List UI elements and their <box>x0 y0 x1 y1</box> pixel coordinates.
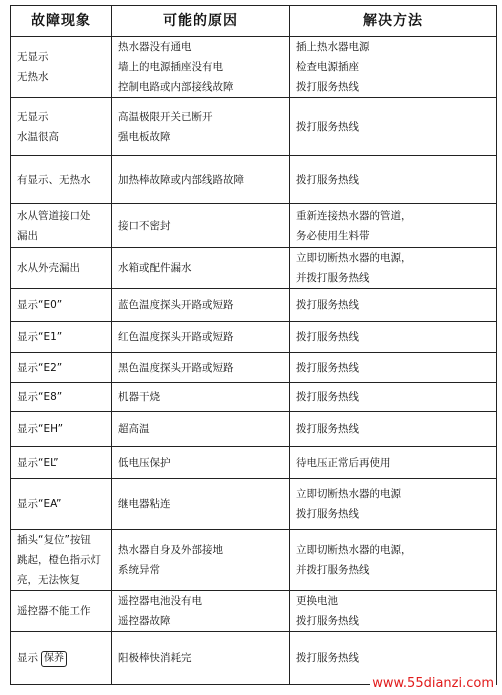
cause-text: 强电板故障 <box>118 130 171 143</box>
symptom-text: 显示“EH” <box>17 423 64 435</box>
table-row <box>11 204 497 248</box>
symptom-text: 显示 <box>17 652 38 664</box>
symptom-text: 显示“E2” <box>17 361 63 374</box>
symptom-text: 显示“EL” <box>17 456 59 469</box>
fix-text: 拨打服务热线 <box>296 361 359 374</box>
symptom-text: 有显示、无热水 <box>17 173 91 186</box>
cause-text: 蓝色温度探头开路或短路 <box>118 299 234 311</box>
troubleshooting-table <box>10 5 497 685</box>
cause-cell <box>112 383 290 412</box>
symptom-cell <box>11 632 112 685</box>
table-row <box>11 248 497 289</box>
symptom-cell <box>11 530 112 591</box>
symptom-cell <box>11 447 112 479</box>
table-row <box>11 37 497 98</box>
fix-cell <box>290 37 497 98</box>
symptom-text: 显示“E0” <box>17 299 63 311</box>
fix-cell <box>290 353 497 383</box>
symptom-cell <box>11 383 112 412</box>
cause-cell <box>112 591 290 632</box>
symptom-cell <box>11 37 112 98</box>
header-cause: 可能的原因 <box>112 6 290 37</box>
cause-text: 水箱或配件漏水 <box>118 262 192 274</box>
fix-text: 拨打服务热线 <box>296 615 359 627</box>
fix-text: 拨打服务热线 <box>296 173 359 186</box>
symptom-text: 显示“E1” <box>17 331 63 343</box>
cause-text: 遥控器故障 <box>118 615 171 627</box>
cause-cell <box>112 156 290 204</box>
fix-text: 并拨打服务热线 <box>296 564 370 576</box>
cause-text: 加热棒故障或内部线路故障 <box>118 173 244 186</box>
fix-cell <box>290 591 497 632</box>
symptom-text: 水温很高 <box>17 130 59 143</box>
table-row <box>11 412 497 447</box>
symptom-text: 水从管道接口处 <box>17 209 91 222</box>
cause-cell <box>112 447 290 479</box>
cause-cell <box>112 632 290 685</box>
cause-text: 遥控器电池没有电 <box>118 595 202 607</box>
fix-text: 拨打服务热线 <box>296 391 359 403</box>
cause-text: 热水器自身及外部接地 <box>118 544 223 556</box>
fix-cell <box>290 156 497 204</box>
symptom-cell <box>11 479 112 530</box>
symptom-cell <box>11 412 112 447</box>
symptom-cell <box>11 322 112 353</box>
symptom-text: 显示“E8” <box>17 391 63 403</box>
cause-text: 墙上的电源插座没有电 <box>118 61 223 73</box>
table-row <box>11 156 497 204</box>
symptom-cell <box>11 248 112 289</box>
fix-text: 拨打服务热线 <box>296 299 359 311</box>
fix-text: 拨打服务热线 <box>296 423 359 435</box>
cause-text: 热水器没有通电 <box>118 41 192 53</box>
header-symptom: 故障现象 <box>11 6 112 37</box>
cause-text: 系统异常 <box>118 564 160 576</box>
cause-cell <box>112 37 290 98</box>
watermark: www.55dianzi.com <box>372 676 494 691</box>
symptom-cell <box>11 156 112 204</box>
fix-cell <box>290 204 497 248</box>
table-row <box>11 98 497 156</box>
symptom-cell <box>11 353 112 383</box>
fix-text: 拨打服务热线 <box>296 81 359 93</box>
symptom-cell <box>11 204 112 248</box>
table-row <box>11 353 497 383</box>
cause-text: 机器干烧 <box>118 391 160 403</box>
symptom-text: 显示“EA” <box>17 498 62 510</box>
cause-text: 接口不密封 <box>118 219 171 232</box>
fix-cell <box>290 530 497 591</box>
fix-text: 立即切断热水器的电源 <box>296 488 401 500</box>
cause-text: 控制电路或内部接线故障 <box>118 81 234 93</box>
symptom-text: 跳起，橙色指示灯 <box>17 554 101 566</box>
fix-cell <box>290 289 497 322</box>
cause-cell <box>112 289 290 322</box>
cause-text: 红色温度探头开路或短路 <box>118 331 234 343</box>
table-row <box>11 447 497 479</box>
cause-cell <box>112 98 290 156</box>
cause-cell <box>112 322 290 353</box>
symptom-text: 无热水 <box>17 71 49 83</box>
fix-text: 插上热水器电源 <box>296 41 370 53</box>
fix-text: 并拨打服务热线 <box>296 272 370 284</box>
fix-text: 重新连接热水器的管道， <box>296 209 412 222</box>
cause-text: 阳极棒快消耗完 <box>118 652 192 664</box>
cause-text: 继电器粘连 <box>118 498 171 510</box>
symptom-text: 水从外壳漏出 <box>17 262 80 274</box>
maintenance-key-label: 保养 <box>41 651 67 667</box>
fix-text: 检查电源插座 <box>296 61 359 73</box>
cause-cell <box>112 479 290 530</box>
fix-cell <box>290 412 497 447</box>
cause-cell <box>112 530 290 591</box>
table-row <box>11 591 497 632</box>
cause-text: 超高温 <box>118 423 150 435</box>
symptom-cell <box>11 289 112 322</box>
symptom-text: 无显示 <box>17 110 49 123</box>
fix-cell <box>290 479 497 530</box>
table-row <box>11 289 497 322</box>
fix-text: 拨打服务热线 <box>296 120 359 133</box>
fix-text: 立即切断热水器的电源， <box>296 544 412 556</box>
table-body <box>11 37 497 685</box>
cause-text: 黑色温度探头开路或短路 <box>118 361 234 374</box>
cause-cell <box>112 204 290 248</box>
fix-text: 立即切断热水器的电源， <box>296 252 412 264</box>
fix-cell <box>290 248 497 289</box>
cause-cell <box>112 412 290 447</box>
symptom-text: 遥控器不能工作 <box>17 605 91 617</box>
symptom-cell <box>11 98 112 156</box>
fix-text: 拨打服务热线 <box>296 508 359 520</box>
table-row <box>11 530 497 591</box>
cause-text: 高温极限开关已断开 <box>118 110 213 123</box>
fix-text: 待电压正常后再使用 <box>296 456 391 469</box>
symptom-text: 亮，无法恢复 <box>17 574 80 586</box>
symptom-text <box>17 648 105 668</box>
fix-cell <box>290 447 497 479</box>
symptom-cell <box>11 591 112 632</box>
table-row <box>11 322 497 353</box>
fix-text: 务必使用生料带 <box>296 229 370 242</box>
cause-cell <box>112 248 290 289</box>
fix-cell <box>290 322 497 353</box>
table-row <box>11 383 497 412</box>
header-row <box>11 6 497 37</box>
fix-cell <box>290 383 497 412</box>
symptom-text: 无显示 <box>17 51 49 63</box>
fix-text: 更换电池 <box>296 595 338 607</box>
header-fix: 解决方法 <box>290 6 497 37</box>
fix-text: 拨打服务热线 <box>296 652 359 664</box>
fix-cell <box>290 98 497 156</box>
table-row <box>11 479 497 530</box>
cause-text: 低电压保护 <box>118 456 171 469</box>
fix-text: 拨打服务热线 <box>296 331 359 343</box>
cause-cell <box>112 353 290 383</box>
symptom-text: 漏出 <box>17 229 38 242</box>
symptom-text: 插头“复位”按钮 <box>17 534 91 546</box>
